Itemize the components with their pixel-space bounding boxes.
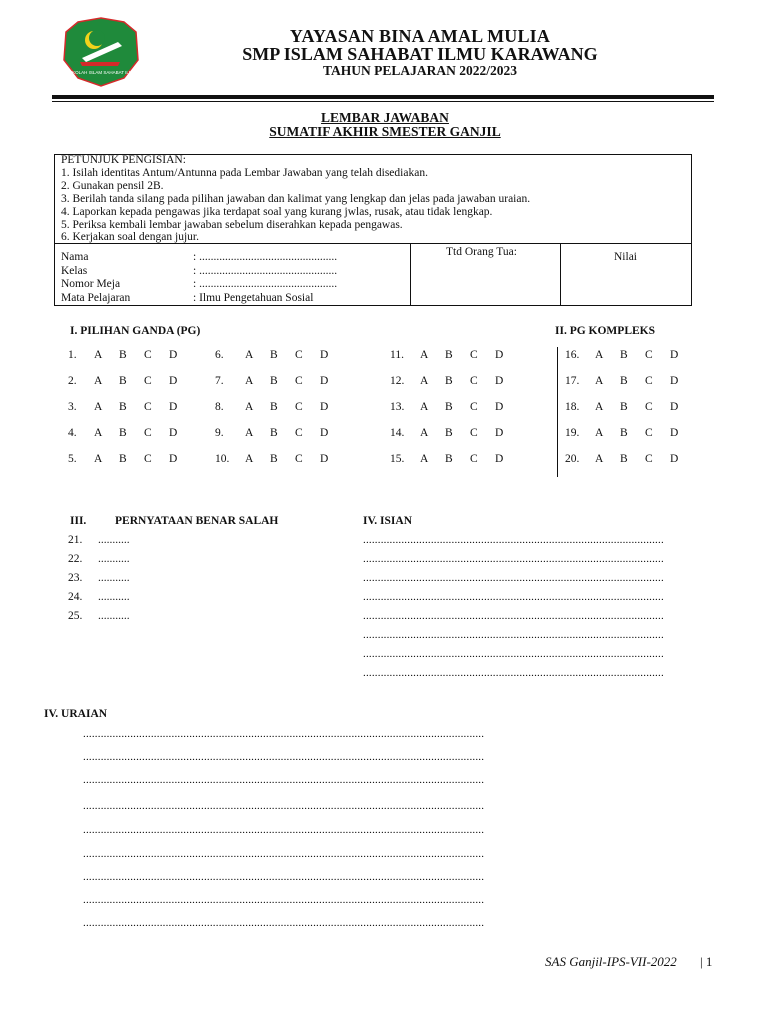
true-false-answer-blank[interactable]: ...........: [98, 591, 130, 603]
answer-option-a[interactable]: A: [595, 427, 604, 439]
section-complex-choice-heading: II. PG KOMPLEKS: [555, 325, 655, 337]
header-divider-thin: [52, 101, 714, 102]
essay-answer-line[interactable]: ........................................................................................................................................: [83, 774, 485, 786]
answer-option-b[interactable]: B: [620, 453, 628, 465]
instruction-item: 5. Periksa kembali lembar jawaban sebelum diserahkan kepada pengawas.: [61, 219, 403, 231]
answer-option-d[interactable]: D: [670, 401, 679, 413]
answer-option-a[interactable]: A: [420, 401, 429, 413]
true-false-number: 23.: [68, 572, 83, 584]
footer-code: SAS Ganjil-IPS-VII-2022: [545, 954, 677, 969]
answer-option-b[interactable]: B: [620, 427, 628, 439]
document-title: LEMBAR JAWABAN: [321, 110, 449, 125]
answer-option-b[interactable]: B: [119, 349, 127, 361]
answer-option-d[interactable]: D: [495, 401, 504, 413]
essay-answer-line[interactable]: ........................................................................................................................................: [83, 800, 485, 812]
answer-option-c[interactable]: C: [144, 375, 152, 387]
essay-answer-line[interactable]: ........................................................................................................................................: [83, 848, 485, 860]
score-col-divider: [560, 243, 561, 306]
question-number: 4.: [68, 427, 77, 439]
answer-option-b[interactable]: B: [119, 401, 127, 413]
answer-option-c[interactable]: C: [645, 453, 653, 465]
answer-option-a[interactable]: A: [595, 453, 604, 465]
answer-row: [565, 427, 695, 439]
answer-row: [390, 375, 520, 387]
question-number: 7.: [215, 375, 224, 387]
answer-option-d[interactable]: D: [169, 375, 178, 387]
identity-col-divider: [410, 243, 411, 306]
answer-option-c[interactable]: C: [645, 401, 653, 413]
answer-option-b[interactable]: B: [270, 375, 278, 387]
fill-in-answer-line[interactable]: ......................................................................................................: [363, 667, 664, 679]
true-false-answer-blank[interactable]: ...........: [98, 610, 130, 622]
question-number: 17.: [565, 375, 580, 387]
instruction-item: 1. Isilah identitas Antum/Antunna pada Lembar Jawaban yang telah disediakan.: [61, 167, 428, 179]
answer-option-b[interactable]: B: [270, 401, 278, 413]
answer-row: [68, 349, 194, 361]
answer-row: [68, 453, 194, 465]
answer-option-c[interactable]: C: [470, 349, 478, 361]
answer-option-a[interactable]: A: [245, 349, 254, 361]
fill-in-answer-line[interactable]: ......................................................................................................: [363, 648, 664, 660]
academic-year: TAHUN PELAJARAN 2022/2023: [322, 63, 517, 78]
class-field[interactable]: : ................................................: [193, 265, 338, 277]
identity-divider: [54, 243, 692, 244]
answer-option-c[interactable]: C: [470, 375, 478, 387]
answer-option-c[interactable]: C: [144, 427, 152, 439]
subject-value: : Ilmu Pengetahuan Sosial: [193, 292, 314, 304]
instruction-item: 4. Laporkan kepada pengawas jika terdapat soal yang kurang jwlas, rusak, atau tidak lengkap.: [61, 206, 493, 218]
answer-option-a[interactable]: A: [420, 349, 429, 361]
true-false-heading-num: III.: [70, 515, 87, 527]
true-false-answer-blank[interactable]: ...........: [98, 572, 130, 584]
answer-option-c[interactable]: C: [295, 427, 303, 439]
answer-row: [215, 349, 345, 361]
answer-row: [565, 401, 695, 413]
question-number: 5.: [68, 453, 77, 465]
name-field[interactable]: : ................................................: [193, 251, 338, 263]
answer-option-d[interactable]: D: [169, 427, 178, 439]
answer-option-a[interactable]: A: [245, 375, 254, 387]
answer-option-a[interactable]: A: [245, 427, 254, 439]
answer-option-d[interactable]: D: [670, 349, 679, 361]
fill-in-answer-line[interactable]: ......................................................................................................: [363, 534, 664, 546]
answer-row: [68, 375, 194, 387]
answer-option-c[interactable]: C: [645, 427, 653, 439]
header-divider-thick: [52, 95, 714, 99]
question-number: 6.: [215, 349, 224, 361]
answer-option-c[interactable]: C: [470, 427, 478, 439]
instruction-item: 6. Kerjakan soal dengan jujur.: [61, 231, 199, 243]
answer-option-c[interactable]: C: [295, 375, 303, 387]
question-number: 13.: [390, 401, 405, 413]
answer-row: [565, 349, 695, 361]
answer-option-d[interactable]: D: [320, 375, 329, 387]
question-number: 10.: [215, 453, 230, 465]
essay-answer-line[interactable]: ........................................................................................................................................: [83, 894, 485, 906]
answer-option-b[interactable]: B: [445, 427, 453, 439]
subject-label: Mata Pelajaran: [61, 292, 131, 304]
section-multiple-choice-heading: I. PILIHAN GANDA (PG): [70, 325, 201, 337]
true-false-number: 24.: [68, 591, 83, 603]
answer-option-a[interactable]: A: [595, 349, 604, 361]
fill-in-answer-line[interactable]: ......................................................................................................: [363, 610, 664, 622]
desk-number-label: Nomor Meja: [61, 278, 121, 290]
answer-option-a[interactable]: A: [245, 453, 254, 465]
question-number: 15.: [390, 453, 405, 465]
name-label: Nama: [61, 251, 89, 263]
answer-option-a[interactable]: A: [595, 375, 604, 387]
essay-answer-line[interactable]: ........................................................................................................................................: [83, 824, 485, 836]
answer-row: [68, 401, 194, 413]
answer-option-a[interactable]: A: [420, 375, 429, 387]
answer-option-a[interactable]: A: [94, 453, 103, 465]
question-number: 19.: [565, 427, 580, 439]
answer-option-d[interactable]: D: [169, 349, 178, 361]
school-name: SMP ISLAM SAHABAT ILMU KARAWANG: [242, 44, 598, 64]
question-number: 20.: [565, 453, 580, 465]
answer-option-b[interactable]: B: [445, 453, 453, 465]
answer-row: [68, 427, 194, 439]
question-number: 8.: [215, 401, 224, 413]
instruction-item: 2. Gunakan pensil 2B.: [61, 180, 164, 192]
essay-answer-line[interactable]: ........................................................................................................................................: [83, 751, 485, 763]
true-false-number: 21.: [68, 534, 83, 546]
answer-option-c[interactable]: C: [295, 401, 303, 413]
question-number: 16.: [565, 349, 580, 361]
answer-option-a[interactable]: A: [94, 349, 103, 361]
question-number: 3.: [68, 401, 77, 413]
class-label: Kelas: [61, 265, 88, 277]
answer-option-c[interactable]: C: [295, 349, 303, 361]
question-number: 14.: [390, 427, 405, 439]
desk-number-field[interactable]: : ................................................: [193, 278, 338, 290]
answer-option-d[interactable]: D: [169, 453, 178, 465]
question-number: 9.: [215, 427, 224, 439]
answer-row: [215, 453, 345, 465]
true-false-answer-blank[interactable]: ...........: [98, 534, 130, 546]
answer-row: [390, 427, 520, 439]
answer-row: [390, 453, 520, 465]
answer-option-b[interactable]: B: [620, 349, 628, 361]
answer-row: [565, 453, 695, 465]
answer-option-c[interactable]: C: [470, 401, 478, 413]
question-number: 1.: [68, 349, 77, 361]
answer-option-d[interactable]: D: [495, 349, 504, 361]
answer-option-c[interactable]: C: [295, 453, 303, 465]
answer-option-c[interactable]: C: [645, 375, 653, 387]
answer-option-a[interactable]: A: [595, 401, 604, 413]
essay-answer-line[interactable]: ........................................................................................................................................: [83, 917, 485, 929]
answer-option-d[interactable]: D: [320, 349, 329, 361]
answer-option-d[interactable]: D: [495, 427, 504, 439]
answer-option-d[interactable]: D: [495, 375, 504, 387]
fill-in-heading: IV. ISIAN: [363, 515, 413, 527]
true-false-answer-blank[interactable]: ...........: [98, 553, 130, 565]
essay-answer-line[interactable]: ........................................................................................................................................: [83, 871, 485, 883]
question-number: 2.: [68, 375, 77, 387]
answer-option-b[interactable]: B: [445, 349, 453, 361]
answer-option-d[interactable]: D: [169, 401, 178, 413]
answer-option-b[interactable]: B: [445, 401, 453, 413]
answer-option-b[interactable]: B: [119, 453, 127, 465]
answer-option-a[interactable]: A: [245, 401, 254, 413]
fill-in-answer-line[interactable]: ......................................................................................................: [363, 553, 664, 565]
answer-row: [215, 427, 345, 439]
answer-option-d[interactable]: D: [320, 427, 329, 439]
logo-text: SEKOLAH ISLAM SAHABAT ILMU: [66, 70, 136, 75]
answer-option-c[interactable]: C: [645, 349, 653, 361]
true-false-heading: PERNYATAAN BENAR SALAH: [115, 515, 279, 527]
answer-option-c[interactable]: C: [144, 349, 152, 361]
answer-option-d[interactable]: D: [320, 401, 329, 413]
answer-option-d[interactable]: D: [320, 453, 329, 465]
answer-row: [390, 349, 520, 361]
answer-option-c[interactable]: C: [144, 453, 152, 465]
answer-option-c[interactable]: C: [144, 401, 152, 413]
answer-option-b[interactable]: B: [270, 349, 278, 361]
answer-row: [390, 401, 520, 413]
parent-signature-label: Ttd Orang Tua:: [446, 246, 517, 258]
score-label: Nilai: [614, 251, 637, 263]
question-number: 11.: [390, 349, 404, 361]
fill-in-answer-line[interactable]: ......................................................................................................: [363, 572, 664, 584]
answer-option-b[interactable]: B: [119, 375, 127, 387]
answer-option-a[interactable]: A: [420, 427, 429, 439]
answer-option-a[interactable]: A: [94, 427, 103, 439]
answer-option-b[interactable]: B: [445, 375, 453, 387]
answer-option-b[interactable]: B: [119, 427, 127, 439]
question-number: 18.: [565, 401, 580, 413]
complex-section-divider: [557, 347, 558, 477]
true-false-number: 22.: [68, 553, 83, 565]
fill-in-answer-line[interactable]: ......................................................................................................: [363, 629, 664, 641]
answer-option-d[interactable]: D: [670, 375, 679, 387]
answer-row: [565, 375, 695, 387]
fill-in-answer-line[interactable]: ......................................................................................................: [363, 591, 664, 603]
essay-answer-line[interactable]: ........................................................................................................................................: [83, 728, 485, 740]
answer-option-b[interactable]: B: [620, 375, 628, 387]
true-false-number: 25.: [68, 610, 83, 622]
page-number: | 1: [700, 954, 713, 969]
answer-option-d[interactable]: D: [495, 453, 504, 465]
question-number: 12.: [390, 375, 405, 387]
document-subtitle: SUMATIF AKHIR SMESTER GANJIL: [269, 124, 501, 139]
essay-heading: IV. URAIAN: [44, 708, 108, 720]
instruction-item: 3. Berilah tanda silang pada pilihan jawaban dan kalimat yang lengkap dan jelas pada jawaban uraian.: [61, 193, 531, 205]
answer-option-c[interactable]: C: [470, 453, 478, 465]
answer-option-d[interactable]: D: [670, 427, 679, 439]
answer-option-b[interactable]: B: [270, 427, 278, 439]
answer-option-a[interactable]: A: [94, 375, 103, 387]
answer-option-a[interactable]: A: [420, 453, 429, 465]
answer-option-a[interactable]: A: [94, 401, 103, 413]
foundation-name: YAYASAN BINA AMAL MULIA: [289, 26, 551, 46]
answer-row: [215, 401, 345, 413]
instructions-heading: PETUNJUK PENGISIAN:: [61, 154, 186, 166]
answer-option-b[interactable]: B: [620, 401, 628, 413]
answer-row: [215, 375, 345, 387]
answer-option-b[interactable]: B: [270, 453, 278, 465]
answer-option-d[interactable]: D: [670, 453, 679, 465]
